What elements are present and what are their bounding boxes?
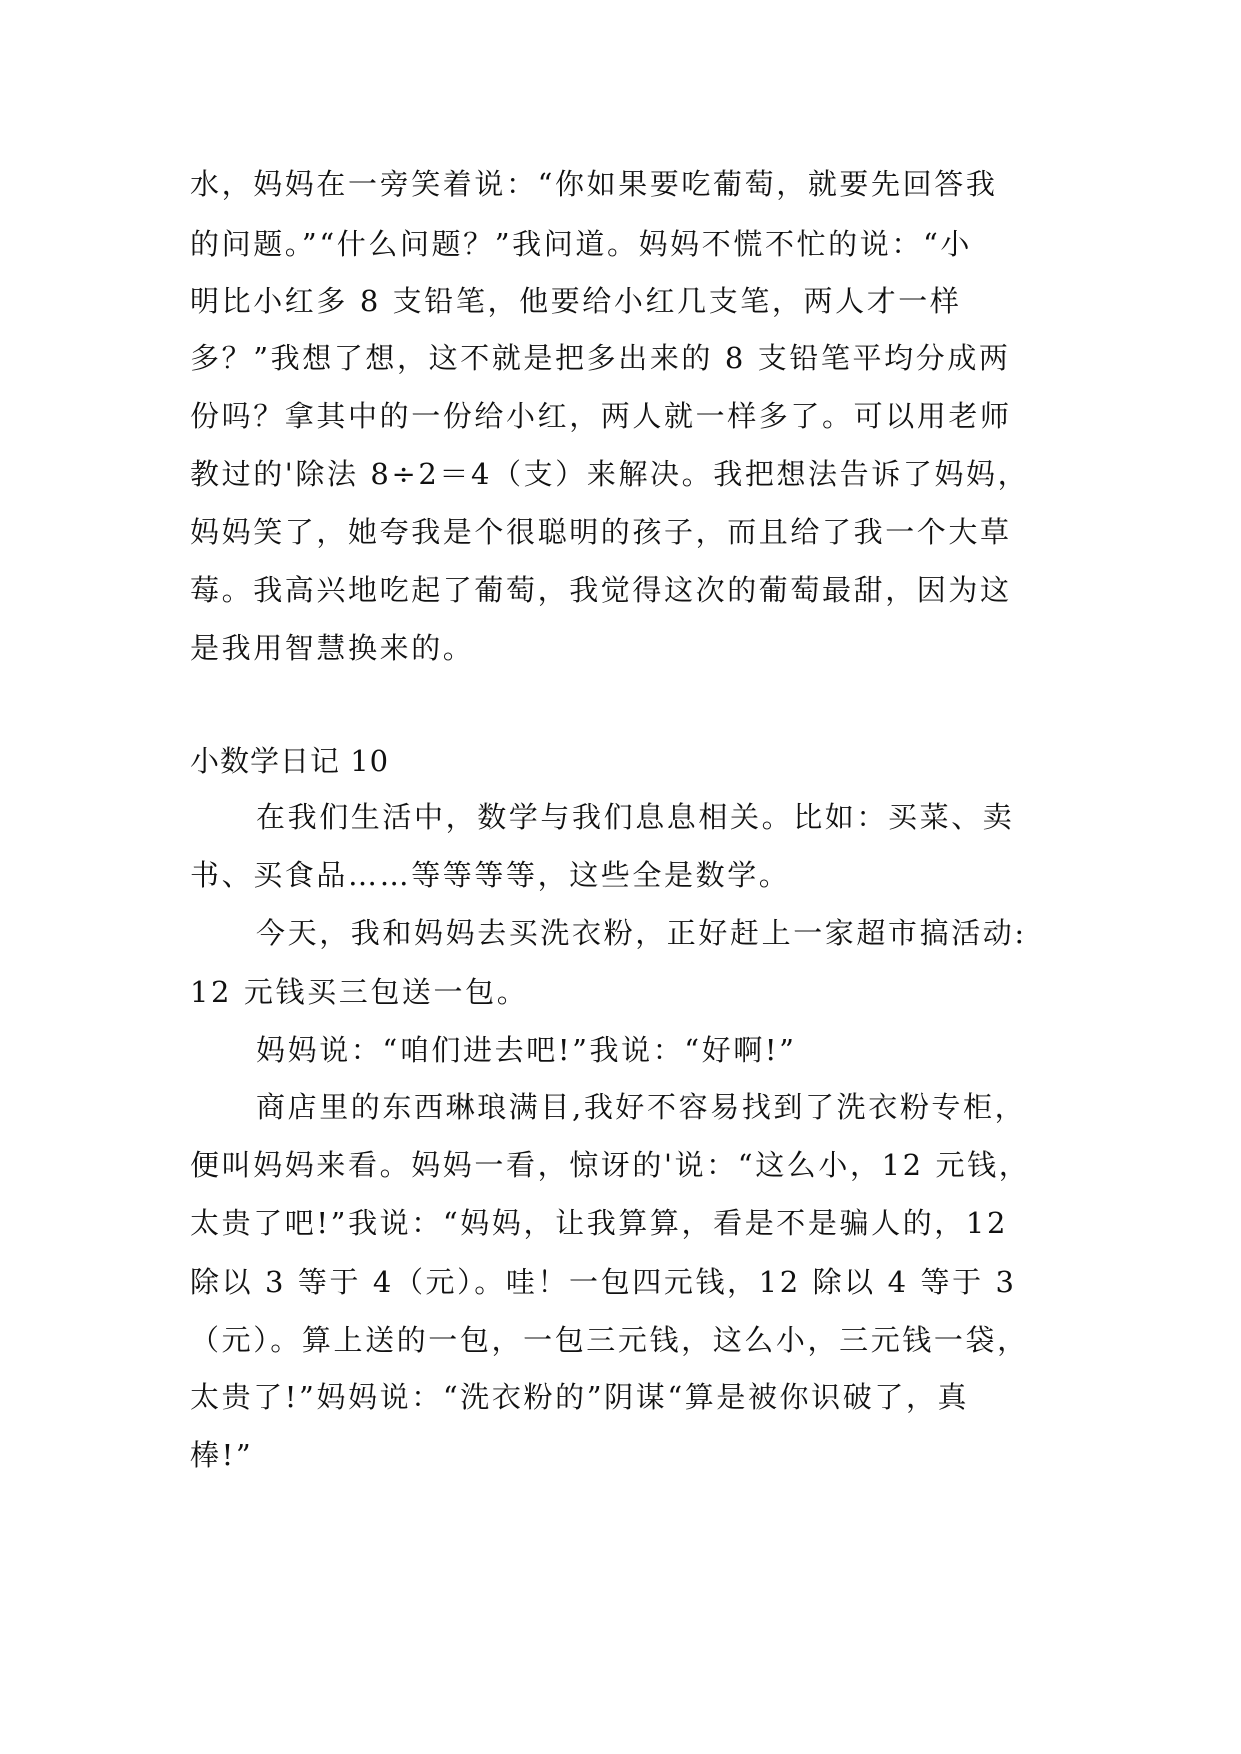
paragraph-line: 在我们生活中，数学与我们息息相关。比如：买菜、卖 xyxy=(256,800,1015,834)
paragraph-line: 的问题。”“什么问题？”我问道。妈妈不慌不忙的说：“小 xyxy=(190,227,973,261)
paragraph-line: 12 元钱买三包送一包。 xyxy=(190,975,529,1009)
paragraph-line: 莓。我高兴地吃起了葡萄，我觉得这次的葡萄最甜，因为这 xyxy=(190,573,1012,607)
paragraph-line: 妈妈笑了，她夸我是个很聪明的孩子，而且给了我一个大草 xyxy=(190,515,1012,549)
paragraph-line: 水，妈妈在一旁笑着说：“你如果要吃葡萄，就要先回答我 xyxy=(190,167,998,201)
paragraph-line: 书、买食品……等等等等，这些全是数学。 xyxy=(190,858,791,892)
paragraph-line: 份吗？拿其中的一份给小红，两人就一样多了。可以用老师 xyxy=(190,399,1012,433)
paragraph-line: 明比小红多 8 支铅笔，他要给小红几支笔，两人才一样 xyxy=(190,284,962,318)
paragraph-line: 太贵了吧!”我说：“妈妈，让我算算，看是不是骗人的，12 xyxy=(190,1206,1009,1240)
paragraph-line: 便叫妈妈来看。妈妈一看，惊讶的'说：“这么小，12 元钱， xyxy=(190,1148,1031,1182)
paragraph-line: 多？”我想了想，这不就是把多出来的 8 支铅笔平均分成两 xyxy=(190,341,1011,375)
paragraph-line: 商店里的东西琳琅满目,我好不容易找到了洗衣粉专柜， xyxy=(256,1090,1027,1124)
paragraph-line: 妈妈说：“咱们进去吧!”我说：“好啊!” xyxy=(256,1033,797,1067)
paragraph-line: 棒!” xyxy=(190,1438,254,1472)
paragraph-line: 今天，我和妈妈去买洗衣粉，正好赶上一家超市搞活动: xyxy=(256,916,1027,950)
paragraph-line: 教过的'除法 8÷2＝4（支）来解决。我把想法告诉了妈妈， xyxy=(190,457,1030,491)
paragraph-line: 除以 3 等于 4（元）。哇！一包四元钱，12 除以 4 等于 3 xyxy=(190,1265,1017,1299)
paragraph-line: （元）。算上送的一包，一包三元钱，这么小，三元钱一袋， xyxy=(190,1323,1029,1357)
paragraph-line: 太贵了!”妈妈说：“洗衣粉的”阴谋“算是被你识破了，真 xyxy=(190,1380,970,1414)
paragraph-line: 是我用智慧换来的。 xyxy=(190,631,475,665)
section-title: 小数学日记 10 xyxy=(190,744,390,778)
